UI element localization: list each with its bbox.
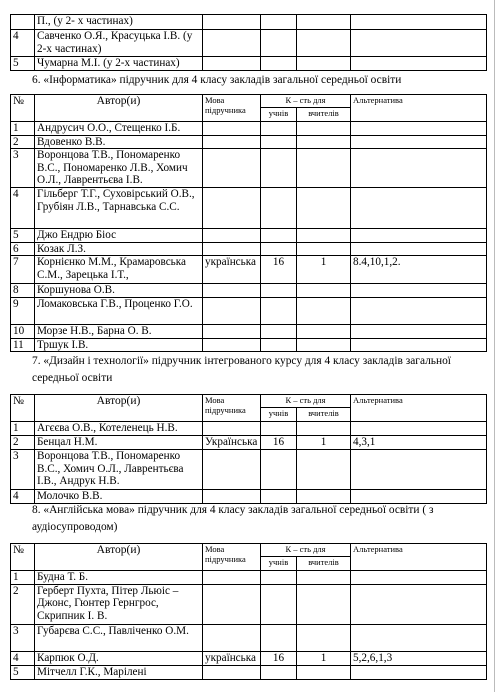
teachers-cell bbox=[297, 338, 351, 352]
header-number: № bbox=[11, 395, 35, 422]
alternative-cell: 5,2,6,1,3 bbox=[351, 651, 487, 665]
table-row bbox=[11, 571, 487, 585]
row-number: 4 bbox=[11, 490, 35, 504]
row-number: 9 bbox=[11, 297, 35, 324]
teachers-cell bbox=[297, 297, 351, 324]
language-cell bbox=[203, 149, 261, 188]
alternative-cell bbox=[351, 135, 487, 149]
author-cell: Савченко О.Я., Красуцька І.В. (у 2-х частинах) bbox=[35, 30, 203, 57]
row-number: 2 bbox=[11, 584, 35, 624]
author-cell: Мітчелл Г.К., Марілені bbox=[35, 665, 203, 679]
alternative-cell bbox=[351, 584, 487, 624]
language-cell: українська bbox=[203, 651, 261, 665]
language-cell bbox=[203, 122, 261, 136]
row-number: 3 bbox=[11, 624, 35, 651]
teachers-cell bbox=[297, 624, 351, 651]
table-row bbox=[11, 188, 487, 229]
header-number: № bbox=[11, 95, 35, 122]
english-table bbox=[10, 543, 487, 680]
author-cell: Андрусич О.О., Стещенко І.Б. bbox=[35, 122, 203, 136]
language-cell bbox=[203, 188, 261, 229]
header-alternative: Альтернатива bbox=[351, 395, 487, 422]
row-number bbox=[11, 15, 35, 30]
teachers-cell bbox=[297, 584, 351, 624]
language-cell: українська bbox=[203, 256, 261, 284]
section-heading-design: 7. «Дизайн і технології» підручник інтегрованого курсу для 4 класу закладів загальної середньої освіти bbox=[32, 355, 451, 384]
header-author: Автор(и) bbox=[35, 95, 203, 122]
header-quantity: К – сть для bbox=[261, 395, 351, 408]
header-pupils: учнів bbox=[261, 108, 297, 122]
table-row bbox=[11, 242, 487, 256]
alternative-cell bbox=[351, 284, 487, 298]
author-cell: Агєєва О.В., Котеленець Н.В. bbox=[35, 422, 203, 436]
header-language: Мова підручника bbox=[203, 544, 261, 571]
language-cell bbox=[203, 135, 261, 149]
design-table bbox=[10, 394, 487, 504]
language-cell bbox=[203, 624, 261, 651]
language-cell bbox=[203, 229, 261, 243]
author-cell: П., (у 2- х частинах) bbox=[35, 15, 203, 30]
author-cell: Тршук І.В. bbox=[35, 338, 203, 352]
language-cell bbox=[203, 242, 261, 256]
header-pupils: учнів bbox=[261, 557, 297, 571]
pupils-cell: 16 bbox=[261, 436, 297, 450]
alternative-cell bbox=[351, 324, 487, 338]
author-cell: Будна Т. Б. bbox=[35, 571, 203, 585]
header-quantity: К – сть для bbox=[261, 95, 351, 108]
section-heading-english: 8. «Англійська мова» підручник для 4 класу закладів загальної середньої освіти ( з аудіосупроводом) bbox=[32, 504, 434, 533]
author-cell: Козак Л.З. bbox=[35, 242, 203, 256]
alternative-cell bbox=[351, 422, 487, 436]
alternative-cell bbox=[351, 490, 487, 504]
alternative-cell bbox=[351, 242, 487, 256]
teachers-cell: 1 bbox=[297, 436, 351, 450]
pupils-cell bbox=[261, 188, 297, 229]
pupils-cell bbox=[261, 338, 297, 352]
header-teachers: вчителів bbox=[297, 557, 351, 571]
row-number: 6 bbox=[11, 242, 35, 256]
alternative-cell bbox=[351, 229, 487, 243]
language-cell bbox=[203, 450, 261, 490]
header-teachers: вчителів bbox=[297, 108, 351, 122]
language-cell: Українська bbox=[203, 436, 261, 450]
continuation-table bbox=[10, 14, 487, 71]
author-cell: Морзе Н.В., Барна О. В. bbox=[35, 324, 203, 338]
pupils-cell bbox=[261, 242, 297, 256]
author-cell: Коршунова О.В. bbox=[35, 284, 203, 298]
language-cell bbox=[203, 297, 261, 324]
pupils-cell bbox=[261, 229, 297, 243]
teachers-cell: 1 bbox=[297, 256, 351, 284]
row-number: 1 bbox=[11, 422, 35, 436]
row-number: 4 bbox=[11, 30, 35, 57]
table-row bbox=[11, 256, 487, 284]
header-language: Мова підручника bbox=[203, 95, 261, 122]
header-row bbox=[11, 95, 487, 108]
header-author: Автор(и) bbox=[35, 395, 203, 422]
teachers-cell bbox=[297, 422, 351, 436]
header-pupils: учнів bbox=[261, 408, 297, 422]
alternative-cell bbox=[351, 338, 487, 352]
table-row bbox=[11, 436, 487, 450]
header-alternative: Альтернатива bbox=[351, 544, 487, 571]
alternative-cell: 4,3,1 bbox=[351, 436, 487, 450]
row-number: 2 bbox=[11, 436, 35, 450]
table-row bbox=[11, 229, 487, 243]
table-row bbox=[11, 149, 487, 188]
author-cell: Корнієнко М.М., Крамаровська С.М., Зарецька І.Т., bbox=[35, 256, 203, 284]
alternative-cell bbox=[351, 624, 487, 651]
author-cell: Гільберг Т.Г., Суховірський О.В., Грубіян Л.В., Тарнавська С.С. bbox=[35, 188, 203, 229]
pupils-cell bbox=[261, 284, 297, 298]
table-row bbox=[11, 30, 487, 57]
table-row bbox=[11, 57, 487, 71]
row-number: 5 bbox=[11, 229, 35, 243]
row-number: 11 bbox=[11, 338, 35, 352]
header-number: № bbox=[11, 544, 35, 571]
pupils-cell: 16 bbox=[261, 651, 297, 665]
table-row bbox=[11, 651, 487, 665]
alternative-cell bbox=[351, 665, 487, 679]
alternative-cell: 8.4,10,1,2. bbox=[351, 256, 487, 284]
teachers-cell bbox=[297, 149, 351, 188]
teachers-cell bbox=[297, 450, 351, 490]
author-cell: Чумарна М.І. (у 2-х частинах) bbox=[35, 57, 203, 71]
pupils-cell bbox=[261, 297, 297, 324]
row-number: 2 bbox=[11, 135, 35, 149]
row-number: 3 bbox=[11, 450, 35, 490]
row-number: 4 bbox=[11, 188, 35, 229]
row-number: 5 bbox=[11, 57, 35, 71]
section-heading-informatics: 6. «Інформатика» підручник для 4 класу закладів загальної середньої освіти bbox=[32, 74, 402, 86]
teachers-cell bbox=[297, 122, 351, 136]
table-row bbox=[11, 297, 487, 324]
teachers-cell bbox=[297, 229, 351, 243]
teachers-cell bbox=[297, 188, 351, 229]
teachers-cell bbox=[297, 490, 351, 504]
header-language: Мова підручника bbox=[203, 395, 261, 422]
author-cell: Бенцал Н.М. bbox=[35, 436, 203, 450]
table-row bbox=[11, 338, 487, 352]
teachers-cell bbox=[297, 284, 351, 298]
alternative-cell bbox=[351, 571, 487, 585]
pupils-cell bbox=[261, 122, 297, 136]
table-row bbox=[11, 122, 487, 136]
table-row bbox=[11, 15, 487, 30]
author-cell: Ломаковська Г.В., Проценко Г.О. bbox=[35, 297, 203, 324]
pupils-cell bbox=[261, 149, 297, 188]
row-number: 1 bbox=[11, 122, 35, 136]
pupils-cell bbox=[261, 571, 297, 585]
teachers-cell bbox=[297, 324, 351, 338]
pupils-cell bbox=[261, 665, 297, 679]
table-row bbox=[11, 624, 487, 651]
author-cell: Герберт Пухта, Пітер Льюіс – Джонс, Гюнтер Гернгрос, Скрипник І. В. bbox=[35, 584, 203, 624]
pupils-cell bbox=[261, 450, 297, 490]
pupils-cell bbox=[261, 624, 297, 651]
language-cell bbox=[203, 665, 261, 679]
row-number: 7 bbox=[11, 256, 35, 284]
author-cell: Молочко В.В. bbox=[35, 490, 203, 504]
language-cell bbox=[203, 284, 261, 298]
table-row bbox=[11, 584, 487, 624]
header-row bbox=[11, 395, 487, 408]
pupils-cell: 16 bbox=[261, 256, 297, 284]
pupils-cell bbox=[261, 490, 297, 504]
table-row bbox=[11, 450, 487, 490]
row-number: 5 bbox=[11, 665, 35, 679]
row-number: 3 bbox=[11, 149, 35, 188]
pupils-cell bbox=[261, 135, 297, 149]
table-row bbox=[11, 324, 487, 338]
table-row bbox=[11, 422, 487, 436]
author-cell: Вдовенко В.В. bbox=[35, 135, 203, 149]
alternative-cell bbox=[351, 450, 487, 490]
author-cell: Воронцова Т.В., Пономаренко В.С., Пономаренко Л.В., Хомич О.Л., Лаврентьєва І.В. bbox=[35, 149, 203, 188]
header-alternative: Альтернатива bbox=[351, 95, 487, 122]
table-row bbox=[11, 135, 487, 149]
alternative-cell bbox=[351, 188, 487, 229]
teachers-cell bbox=[297, 135, 351, 149]
teachers-cell bbox=[297, 665, 351, 679]
header-row bbox=[11, 544, 487, 557]
row-number: 10 bbox=[11, 324, 35, 338]
teachers-cell: 1 bbox=[297, 651, 351, 665]
table-row bbox=[11, 284, 487, 298]
language-cell bbox=[203, 571, 261, 585]
row-number: 1 bbox=[11, 571, 35, 585]
pupils-cell bbox=[261, 324, 297, 338]
table-row bbox=[11, 490, 487, 504]
pupils-cell bbox=[261, 422, 297, 436]
informatics-table bbox=[10, 94, 487, 352]
author-cell: Карпюк О.Д. bbox=[35, 651, 203, 665]
row-number: 4 bbox=[11, 651, 35, 665]
language-cell bbox=[203, 422, 261, 436]
header-author: Автор(и) bbox=[35, 544, 203, 571]
language-cell bbox=[203, 490, 261, 504]
alternative-cell bbox=[351, 149, 487, 188]
author-cell: Воронцова Т.В., Пономаренко В.С., Хомич О.Л., Лаврентьєва І.В., Андрук Н.В. bbox=[35, 450, 203, 490]
table-row bbox=[11, 665, 487, 679]
author-cell: Губарєва С.С., Павліченко О.М. bbox=[35, 624, 203, 651]
header-teachers: вчителів bbox=[297, 408, 351, 422]
alternative-cell bbox=[351, 297, 487, 324]
language-cell bbox=[203, 324, 261, 338]
pupils-cell bbox=[261, 584, 297, 624]
teachers-cell bbox=[297, 242, 351, 256]
alternative-cell bbox=[351, 122, 487, 136]
teachers-cell bbox=[297, 571, 351, 585]
language-cell bbox=[203, 584, 261, 624]
header-quantity: К – сть для bbox=[261, 544, 351, 557]
author-cell: Джо Ендрю Біос bbox=[35, 229, 203, 243]
row-number: 8 bbox=[11, 284, 35, 298]
language-cell bbox=[203, 338, 261, 352]
